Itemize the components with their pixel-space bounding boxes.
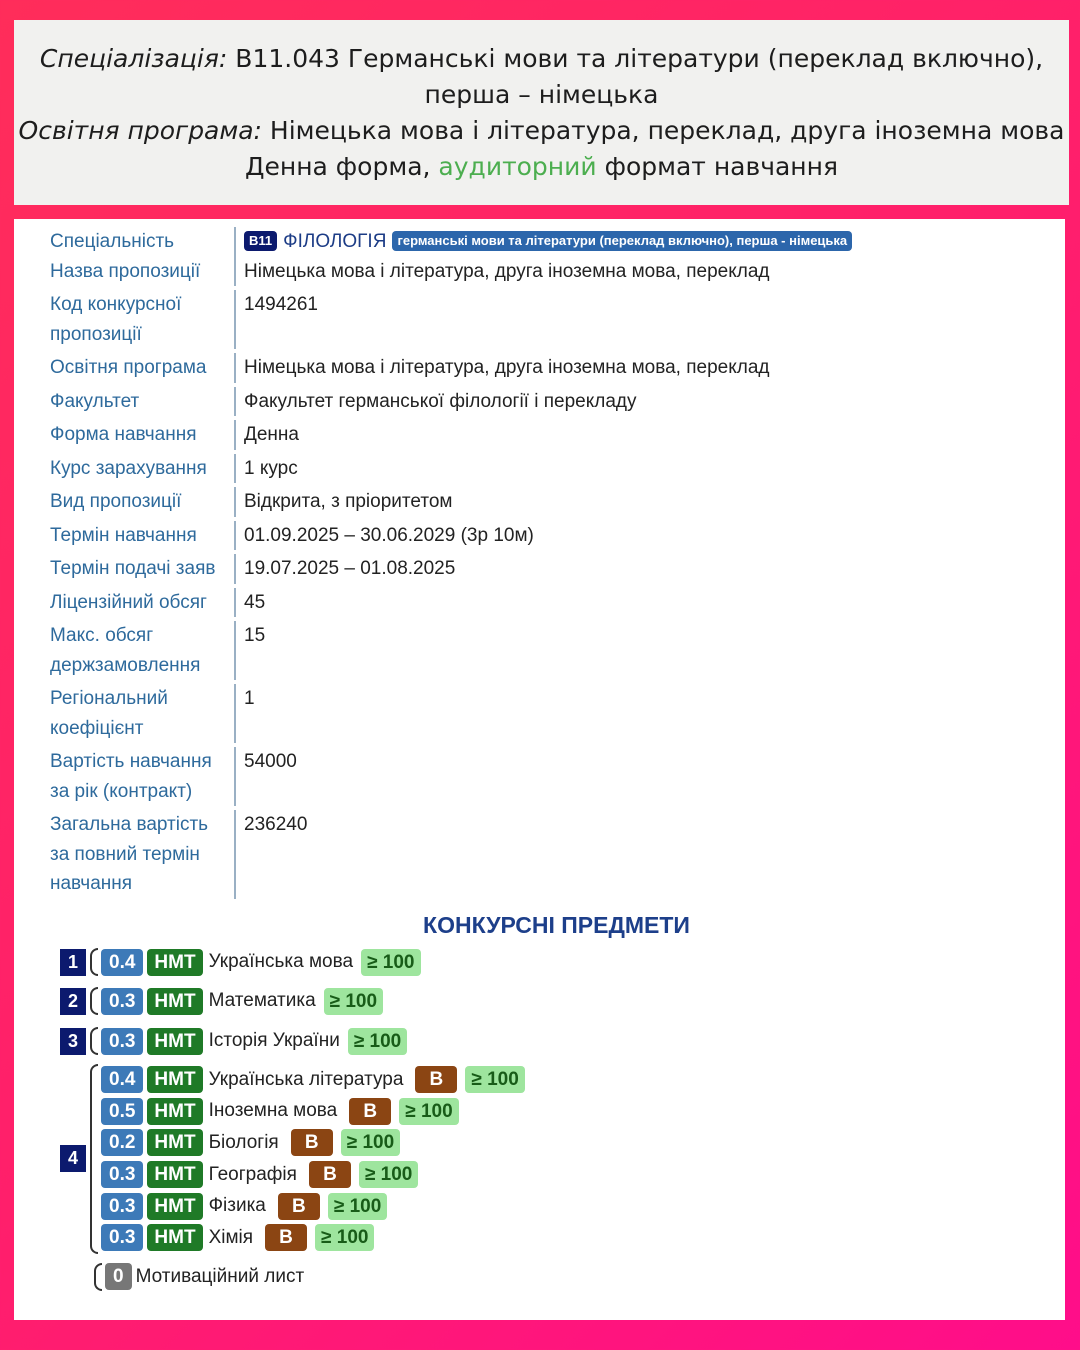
min-score-badge: ≥ 100 [328, 1193, 387, 1220]
nmt-badge: НМТ [147, 1028, 202, 1055]
info-row [50, 554, 852, 584]
weight-badge: 0.5 [101, 1098, 143, 1125]
min-score-badge: ≥ 100 [341, 1129, 400, 1156]
info-row [50, 521, 852, 551]
nmt-badge: НМТ [147, 1066, 202, 1093]
info-label: Факультет [50, 387, 236, 417]
subject-row [101, 1159, 525, 1191]
min-score-badge: ≥ 100 [315, 1224, 374, 1251]
elective-tag: В [265, 1224, 307, 1251]
subject-number: 3 [60, 1028, 86, 1055]
spec-text: B11.043 Германські мови та літератури (переклад включно), [227, 43, 1044, 73]
subject-number: 4 [60, 1145, 86, 1172]
info-value: Відкрита, з пріоритетом [244, 491, 453, 512]
spec-badge: германські мови та літератури (переклад включно), перша - німецька [392, 231, 852, 251]
spec-line [14, 41, 1069, 77]
offer-card [14, 219, 1065, 1320]
elective-tag: В [309, 1161, 351, 1188]
weight-badge: 0.3 [101, 1161, 143, 1188]
spec-prefix: Спеціалізація: [39, 43, 228, 73]
info-label: Освітня програма [50, 353, 236, 383]
min-score-badge: ≥ 100 [361, 949, 420, 976]
info-label: Вартість навчання за рік (контракт) [50, 747, 236, 806]
info-label: Ліцензійний обсяг [50, 588, 236, 618]
subject-name: Фізика [208, 1195, 266, 1217]
info-label: Загальна вартість за повний термін навчання [50, 810, 236, 899]
info-row [50, 257, 852, 287]
info-value: 45 [244, 591, 266, 613]
info-value: 15 [244, 625, 266, 646]
group-bracket [90, 1064, 98, 1254]
info-value: Денна [244, 424, 299, 445]
subject-name: Історія України [208, 1030, 340, 1051]
group-number-wrap [60, 1064, 86, 1254]
info-value: 1494261 [244, 294, 318, 315]
info-row [50, 810, 852, 899]
subject-row [60, 1026, 525, 1056]
info-label: Термін навчання [50, 521, 236, 551]
form-line [14, 149, 1069, 185]
nmt-badge: НМТ [147, 1129, 202, 1156]
info-label: Код конкурсної пропозиції [50, 290, 236, 349]
info-value: 1 [244, 688, 255, 709]
info-value: 236240 [244, 814, 308, 835]
info-label: Термін подачі заяв [50, 554, 236, 584]
motivation-row [90, 1262, 525, 1292]
info-label: Спеціальність [50, 227, 236, 257]
info-row [50, 454, 852, 484]
weight-badge: 0.3 [101, 988, 143, 1015]
spec-name: ФІЛОЛОГІЯ [283, 231, 387, 252]
subject-number: 2 [60, 988, 86, 1015]
nmt-badge: НМТ [147, 1098, 202, 1125]
group-items [101, 1064, 525, 1254]
elective-tag: В [415, 1066, 457, 1093]
nmt-badge: НМТ [147, 988, 202, 1015]
nmt-badge: НМТ [147, 1224, 202, 1251]
info-value [236, 227, 852, 257]
min-score-badge: ≥ 100 [324, 988, 383, 1015]
weight-badge: 0.2 [101, 1129, 143, 1156]
subject-name: Біологія [208, 1131, 279, 1153]
weight-badge: 0.3 [101, 1224, 143, 1251]
info-row [50, 684, 852, 743]
info-row [50, 747, 852, 806]
min-score-badge: ≥ 100 [465, 1066, 524, 1093]
weight-badge: 0.4 [101, 949, 143, 976]
info-value: Німецька мова і література, друга іноземна мова, переклад [244, 357, 770, 378]
bracket [90, 1027, 98, 1055]
subject-row [101, 1222, 525, 1254]
header-banner [14, 20, 1069, 205]
subject-name: Географія [208, 1163, 297, 1185]
elective-tag: В [278, 1193, 320, 1220]
info-label: Регіональний коефіцієнт [50, 684, 236, 743]
subject-number: 1 [60, 949, 86, 976]
subject-name: Хімія [208, 1226, 254, 1248]
subject-name: Іноземна мова [208, 1100, 338, 1122]
subject-row [101, 1190, 525, 1222]
info-row [50, 353, 852, 383]
subject-name: Українська мова [208, 951, 354, 972]
info-label: Форма навчання [50, 420, 236, 450]
bracket [90, 948, 98, 976]
weight-badge: 0.3 [101, 1193, 143, 1220]
info-row [50, 387, 852, 417]
spec-code-badge: B11 [244, 231, 277, 251]
bracket [90, 987, 98, 1015]
info-value: Факультет германської філології і перекладу [244, 390, 637, 412]
info-row [50, 420, 852, 450]
subject-row [60, 947, 525, 977]
form-text-green: аудиторний [438, 151, 597, 181]
nmt-badge: НМТ [147, 1193, 202, 1220]
info-row [50, 487, 852, 517]
spec-line-2: перша – німецька [424, 79, 659, 109]
subject-row [60, 986, 525, 1016]
info-table [50, 227, 852, 899]
bracket [94, 1263, 102, 1291]
subject-group-4 [60, 1064, 525, 1254]
info-row [50, 290, 852, 349]
program-text: Німецька мова і література, переклад, друга іноземна мова [261, 115, 1065, 145]
subject-row [101, 1127, 525, 1159]
subjects-list [60, 947, 525, 1292]
info-row [50, 588, 852, 618]
weight-badge: 0.4 [101, 1066, 143, 1093]
info-label: Назва пропозиції [50, 257, 236, 287]
min-score-badge: ≥ 100 [359, 1161, 418, 1188]
form-text-b: формат навчання [596, 151, 839, 181]
subject-name: Математика [208, 990, 316, 1011]
subject-name: Українська література [208, 1068, 404, 1090]
min-score-badge: ≥ 100 [348, 1028, 407, 1055]
elective-tag: В [349, 1098, 391, 1125]
weight-badge: 0.3 [101, 1028, 143, 1055]
info-value: 19.07.2025 – 01.08.2025 [244, 558, 456, 579]
program-prefix: Освітня програма: [18, 115, 262, 145]
info-value: Німецька мова і література, друга іноземна мова, переклад [244, 260, 770, 282]
elective-tag: В [291, 1129, 333, 1156]
subjects-title: КОНКУРСНІ ПРЕДМЕТИ [423, 912, 690, 938]
nmt-badge: НМТ [147, 949, 202, 976]
subject-name: Мотиваційний лист [135, 1265, 305, 1287]
info-label: Макс. обсяг держзамовлення [50, 621, 236, 680]
program-line [14, 113, 1069, 149]
nmt-badge: НМТ [147, 1161, 202, 1188]
min-score-badge: ≥ 100 [399, 1098, 458, 1125]
info-row [50, 621, 852, 680]
info-value: 01.09.2025 – 30.06.2029 (3р 10м) [244, 524, 534, 546]
info-label: Курс зарахування [50, 454, 236, 484]
info-value: 1 курс [244, 457, 298, 479]
subject-row [101, 1096, 525, 1128]
info-value: 54000 [244, 751, 297, 772]
subject-row [101, 1064, 525, 1096]
info-label: Вид пропозиції [50, 487, 236, 517]
weight-badge: 0 [105, 1263, 132, 1290]
info-row-specialty [50, 227, 852, 257]
form-text-a: Денна форма, [244, 151, 439, 181]
